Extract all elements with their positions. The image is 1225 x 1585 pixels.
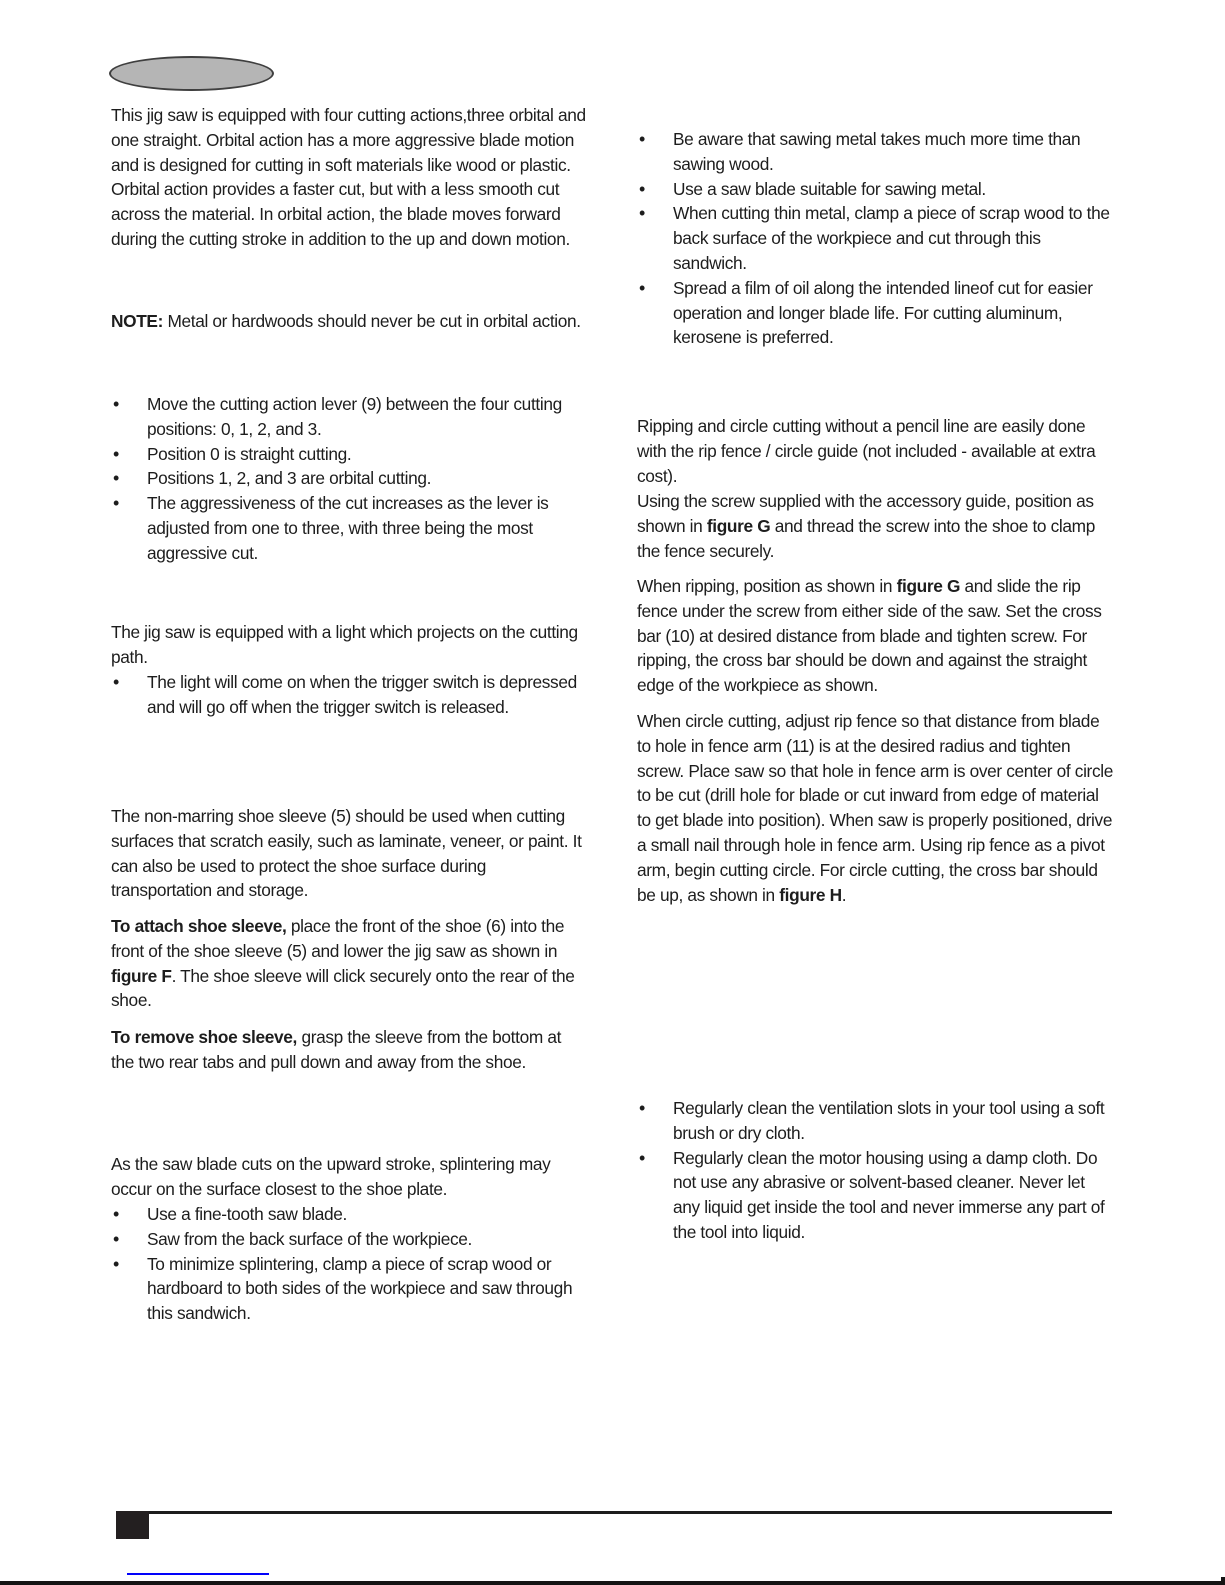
footer-rule	[149, 1511, 1112, 1514]
paragraph-when-ripping	[637, 574, 1113, 698]
text-run: When ripping, position as shown in	[637, 576, 897, 596]
page-bottom-bar-tick	[1221, 1577, 1225, 1585]
bullet-list-item: • To minimize splintering, clamp a piece of scrap wood or hardboard to both sides of the workpiece and saw through this sandwich.	[111, 1252, 587, 1326]
bullet-list-item: • Regularly clean the ventilation slots in your tool using a soft brush or dry cloth.	[637, 1096, 1113, 1146]
paragraph-using-screw	[637, 489, 1113, 563]
text-run: place the front of the shoe (6) into the front of the shoe sleeve (5) and lower the jig saw as shown in	[111, 916, 565, 961]
paragraph-shoe-sleeve: The non-marring shoe sleeve (5) should be used when cutting surfaces that scratch easily, such as laminate, veneer, or paint. It can also be used to protect the shoe surface during transportation and storage.	[111, 806, 582, 901]
paragraph-remove-sleeve	[111, 1025, 587, 1075]
cutting-action-bullet-list	[111, 392, 587, 566]
light-bullet-list	[111, 670, 587, 720]
bold-text-run: figure F	[111, 965, 172, 986]
paragraph-light-intro: The jig saw is equipped with a light which projects on the cutting path.	[111, 622, 578, 667]
logo-ellipse	[109, 56, 274, 91]
bullet-list-item: • Regularly clean the motor housing using a damp cloth. Do not use any abrasive or solvent-based cleaner. Never let any liquid get inside the tool and never immerse any part of the tool into liquid.	[637, 1146, 1113, 1245]
text-run: grasp the sleeve from the bottom at the two rear tabs and pull down and away from the shoe.	[111, 1027, 562, 1072]
bold-text-run: figure H	[779, 884, 842, 905]
metal-cutting-bullet-list	[637, 127, 1113, 350]
bullet-list-item: • The light will come on when the trigger switch is depressed and will go off when the trigger switch is released.	[111, 670, 587, 720]
bullet-list-item: • When cutting thin metal, clamp a piece of scrap wood to the back surface of the workpiece and cut through this sandwich.	[637, 201, 1113, 275]
paragraph-orbital-intro: This jig saw is equipped with four cutting actions,three orbital and one straight. Orbital action has a more aggressive blade motion and is designed for cutting in soft materials like wood or plastic. Orbital action provides a faster cut, but with a less smooth cut across the material. In orbital action, the blade moves forward during the cutting stroke in addition to the up and down motion.	[111, 105, 586, 249]
splinter-bullet-list	[111, 1202, 587, 1326]
text-run: . The shoe sleeve will click securely onto the rear of the shoe.	[111, 965, 575, 1011]
bullet-list-item: • Position 0 is straight cutting.	[111, 442, 587, 467]
bullet-list-item: • Spread a film of oil along the intended lineof cut for easier operation and longer blade life. For cutting aluminum, kerosene is preferred.	[637, 276, 1113, 350]
bullet-list-item: • Be aware that sawing metal takes much more time than sawing wood.	[637, 127, 1113, 177]
paragraph-when-circle	[637, 709, 1113, 907]
paragraph-attach-sleeve	[111, 914, 587, 1013]
text-run: and thread the screw into the shoe to clamp the fence securely.	[637, 515, 1095, 561]
bullet-list-item: • Use a fine-tooth saw blade.	[111, 1202, 587, 1227]
page-number-block	[116, 1511, 149, 1539]
footer-link-underline[interactable]	[127, 1573, 269, 1575]
bold-text-run: figure G	[896, 576, 961, 596]
page-bottom-bar	[0, 1581, 1225, 1585]
bold-text-run: To remove shoe sleeve,	[111, 1027, 298, 1047]
text-run: Metal or hardwoods should never be cut in orbital action.	[163, 311, 581, 331]
text-run: .	[841, 884, 847, 905]
text-run: and slide the rip fence under the screw from either side of the saw. Set the cross bar (10) at desired distance from blade and tighten screw. For ripping, the cross bar should be down and against the straight edge of the workpiece as shown.	[637, 576, 1102, 696]
bullet-list-item: • Use a saw blade suitable for sawing metal.	[637, 177, 1113, 202]
bold-text-run: NOTE:	[111, 311, 164, 331]
paragraph-note	[111, 309, 587, 334]
text-run: Using the screw supplied with the accessory guide, position as shown in	[637, 491, 1094, 536]
text-run: When circle cutting, adjust rip fence so that distance from blade to hole in fence arm (11) is at the desired radius and tighten screw. Place saw so that hole in fence arm is over center of circle to be cut (drill hole for blade or cut inward from edge of material to get blade into position). When saw is properly positioned, drive a small nail through hole in fence arm. Using rip fence as a pivot arm, begin cutting circle. For circle cutting, the cross bar should be up, as shown in	[637, 711, 1114, 905]
maintenance-bullet-list	[637, 1096, 1113, 1245]
bullet-list-item: • The aggressiveness of the cut increases as the lever is adjusted from one to three, with three being the most aggressive cut.	[111, 491, 587, 565]
bold-text-run: To attach shoe sleeve,	[111, 916, 287, 936]
bold-text-run: figure G	[706, 515, 771, 536]
paragraph-ripping-intro: Ripping and circle cutting without a pencil line are easily done with the rip fence / circle guide (not included - available at extra cost).	[637, 416, 1096, 486]
bullet-list-item: • Move the cutting action lever (9) between the four cutting positions: 0, 1, 2, and 3.	[111, 392, 587, 442]
bullet-list-item: • Saw from the back surface of the workpiece.	[111, 1227, 587, 1252]
bullet-list-item: • Positions 1, 2, and 3 are orbital cutting.	[111, 466, 587, 491]
paragraph-splinter-intro: As the saw blade cuts on the upward stroke, splintering may occur on the surface closest to the shoe plate.	[111, 1154, 551, 1199]
